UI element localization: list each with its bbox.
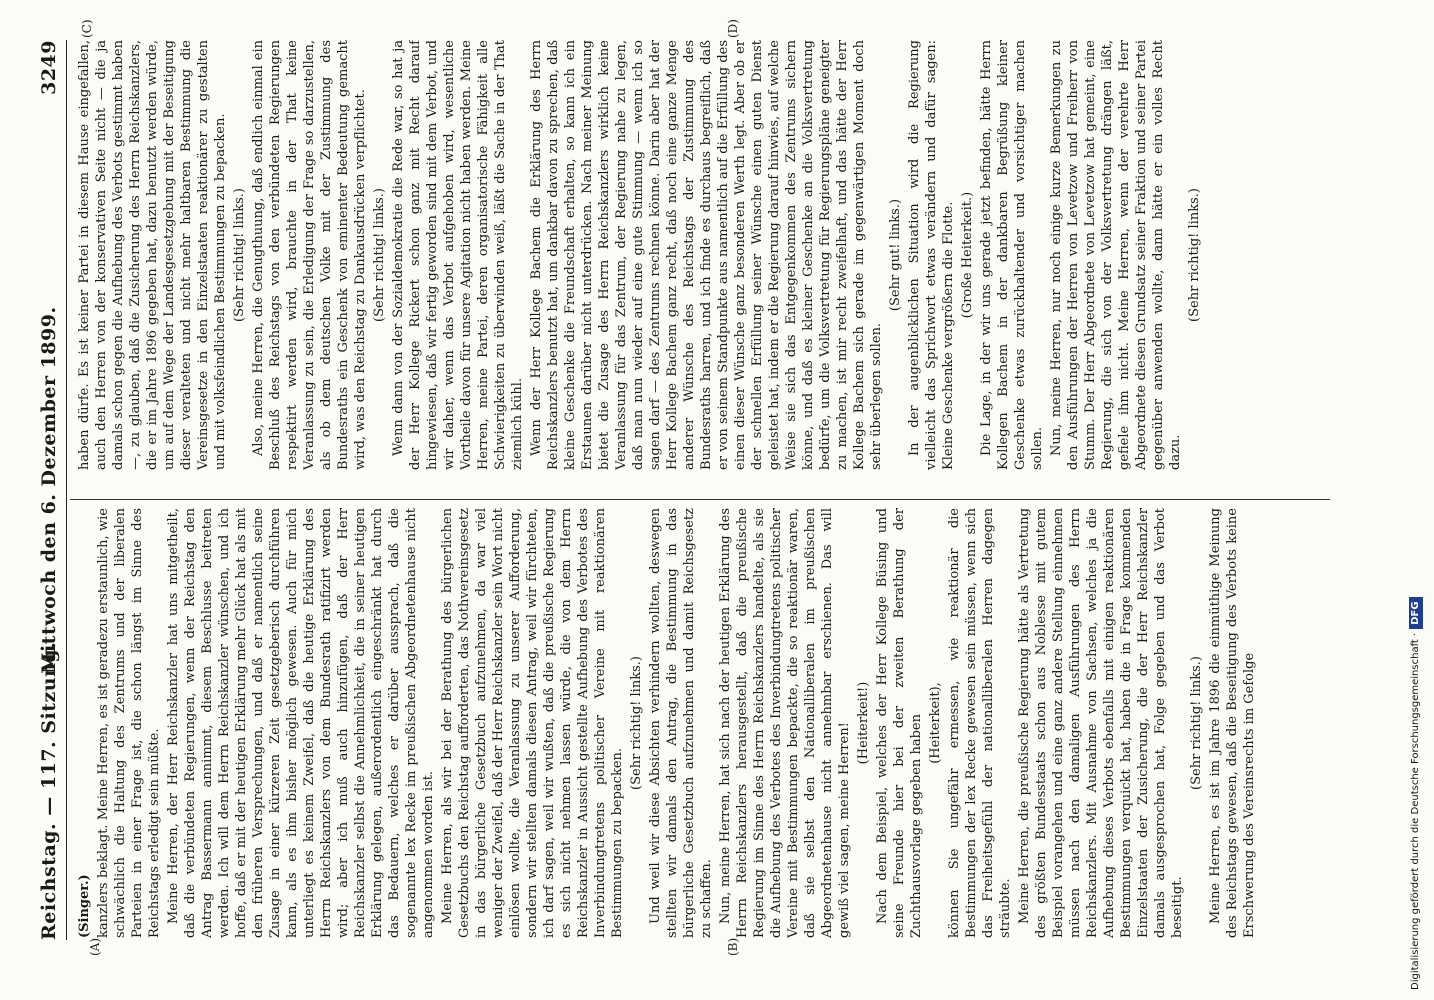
paragraph: Wenn der Herr Kollege Bachem die Erklärung des Herrn Reichskanzlers benutzt hat, um dankbar davon zu sprechen, daß kleine Geschenke die Freundschaft erhalten, so kann ich ein Erstaunen darüber nicht unterdrücken. Nach meiner Meinung bietet die Zusage des Herrn Reichskanzlers wirklich keine Veranlassung für das Zentrum, der Regierung nahe zu legen, daß man nun wieder auf eine gute Stimmung — wenn ich so sagen darf — des Zentrums rechnen könne. Darin aber hat der Herr Kollege Bachem ganz recht, daß noch eine ganze Menge anderer Wünsche des Reichstags der Zustimmung des Bundesraths harren, und ich finde es durchaus begreiflich, daß er von seinem Standpunkte aus namentlich auf die Erfüllung des einen dieser Wünsche ganz besonderen Werth legt. Aber ob er der schnellen Erfüllung seiner Wünsche einen guten Dienst geleistet hat, indem er die Regierung darauf hinwies, auf welche Weise sie sich das Entgegenkommen des Zentrums sichern könne, und daß es kleiner Geschenke an die Volksvertretung bedürfe, um die Volksvertretung für Regierungspläne geneigter zu machen, ist mir recht zweifelhaft, und das hätte der Herr Kollege Bachem sich gerade im gegenwärtigen Moment doch sehr überlegen sollen. xyxy=(529,40,884,470)
paragraph: haben dürfe. Es ist keiner Partei in diesem Hause eingefallen, auch den Herren von der konservativen Seite nicht — die ja damals schon gegen die Aufhebung des Verbots gestimmt haben —, zu glauben, daß die Zusicherung des Herrn Reichskanzlers, die er im Jahre 1896 gegeben hat, dazu benutzt werden würde, um auf dem Wege der Landesgesetzgebung mit der Beseitigung dieser veralteten und nicht mehr haltbaren Bestimmung die Vereinsgesetze in den Einzelstaaten reaktionärer zu gestalten und mit volksfeindlichen Bestimmungen zu bepacken. xyxy=(77,40,228,470)
paragraph: Die Lage, in der wir uns gerade jetzt befinden, hätte Herrn Kollegen Bachem in der dankbaren Begrüßung kleiner Geschenke etwas zurückhaltender und vorsichtiger machen sollen. xyxy=(979,40,1045,470)
paragraph: können Sie ungefähr ermessen, wie reaktionär die Bestimmungen der lex Recke gewesen sein müssen, wenn sich das Freiheitsgefühl der nationalliberalen Herren dagegen sträubte. xyxy=(947,508,1013,938)
reaction-note: (Sehr richtig! links.) xyxy=(629,656,644,790)
text-column-left xyxy=(76,508,1326,938)
digitization-credit-text xyxy=(1405,10,1427,990)
dfg-logo: DFG xyxy=(1409,597,1423,628)
paragraph: kanzlers beklagt. Meine Herren, es ist geradezu erstaunlich, wie schwächlich die Haltung des Zentrums und der liberalen Parteien in einer Frage ist, die schon längst im Sinne des Reichstags erledigt sein müßte. xyxy=(96,508,162,938)
speaker-name: (Singer.) xyxy=(77,874,92,938)
margin-mark-a: (A) xyxy=(88,937,102,956)
paragraph: Meine Herren, als wir bei der Berathung des bürgerlichen Gesetzbuchs den Reichstag aufforderten, das Nothvereinsgesetz in das bürgerliche Gesetzbuch aufzunehmen, da war viel weniger der Zweifel, daß der Herr Reichskanzler sein Wort nicht einlösen wollte, die Veranlassung zu unserer Aufforderung, sondern wir stellten damals diesen Antrag, weil wir fürchteten, ich darf sagen, weil wir wußten, daß die preußische Regierung es sich nicht nehmen lassen würde, die von dem Herrn Reichskanzler in Aussicht gestellte Aufhebung des Verbotes des Inverbindungtretens politischer Vereine mit reaktionären Bestimmungen zu bepacken. xyxy=(440,508,625,938)
paragraph: Nun, meine Herren, nur noch einige kurze Bemerkungen zu den Ausführungen der Herren von Levetzow und Freiherr von Stumm. Der Herr Abgeordnete von Levetzow hat gemeint, eine Regierung, die sich von der Volksvertretung drängen läßt, gefiele ihm nicht. Meine Herren, wenn der verehrte Herr Abgeordnete diesen Grundsatz seiner Fraktion und seiner Partei gegenüber anwenden wollte, dann hätte er ein volles Recht dazu. xyxy=(1049,40,1183,470)
digitization-credit xyxy=(1405,10,1427,990)
column-divider xyxy=(70,499,1330,500)
page-number: 3249 xyxy=(38,40,60,95)
margin-mark-c: (C) xyxy=(80,19,94,38)
header-date: Mittwoch den 6. Dezember 1899. xyxy=(38,306,60,674)
reaction-note: (Sehr richtig! links.) xyxy=(232,188,247,322)
credit-line: Digitalisierung gefördert durch die Deutsche Forschungsgemeinschaft · xyxy=(1410,632,1421,990)
header-session-title: Reichstag. — 117. Sitzung. xyxy=(38,641,60,940)
margin-mark-d: (D) xyxy=(726,19,740,38)
reaction-note: (Sehr richtig! links.) xyxy=(1189,656,1204,790)
reaction-note: (Heiterkeit!) xyxy=(856,681,871,765)
reaction-note: (Sehr richtig! links.) xyxy=(1187,188,1202,322)
reaction-note: (Sehr gut! links.) xyxy=(888,198,903,312)
margin-mark-b: (B) xyxy=(726,937,740,956)
paragraph: Und weil wir diese Absichten verhindern wollten, deswegen stellten wir damals den Antrag, die Bestimmung in das bürgerliche Gesetzbuch aufzunehmen und damit Reichsgesetz zu schaffen. xyxy=(648,508,714,938)
page-header xyxy=(36,40,66,940)
paragraph: Meine Herren, es ist im Jahre 1896 die einmüthige Meinung des Reichstags gewesen, daß die Beseitigung des Verbots keine Erschwerung des Vereinsrechts im Gefolge xyxy=(1208,508,1257,938)
paragraph: Meine Herren, die preußische Regierung hätte als Vertretung des größten Bundesstaats schon aus Noblesse mit gutem Beispiel vorangehen und eine ganz andere Stellung einnehmen müssen nach den damaligen Ausführungen des Herrn Reichskanzlers. Mit Ausnahme von Sachsen, welches ja die Aufhebung dieses Verbots ebenfalls mit einigen reaktionären Bestimmungen verquickt hat, haben die in Frage kommenden Einzelstaaten der Zusicherung, die der Herr Reichskanzler damals ausgesprochen hat, Folge gegeben und das Verbot beseitigt. xyxy=(1017,508,1185,938)
reaction-note: (Große Heiterkeit.) xyxy=(960,191,975,319)
paragraph: Meine Herren, der Herr Reichskanzler hat uns mitgetheilt, daß die verbündeten Regierungen, wenn der Reichstag den Antrag Bassermann annimmt, diesem Beschlusse beitreten werden. Ich will dem Herrn Reichskanzler wünschen, und ich hoffe, daß er mit der heutigen Erklärung mehr Glück hat als mit den früheren Versprechungen, und daß er namentlich seine Zusage in einer kürzeren Zeit gesetzgeberisch durchführen kann, als es ihm bisher möglich gewesen. Auch für mich unterliegt es keinem Zweifel, daß die heutige Erklärung des Herrn Reichskanzlers von dem Bundesrath ratifizirt werden wird; aber ich muß auch hinzufügen, daß der Herr Reichskanzler selbst die Annehmlichkeit, die in seiner heutigen Erklärung gelegen, außerordentlich eingeschränkt hat durch das Bedauern, welches er darüber aussprach, daß die sogenannte lex Recke im preußischen Abgeordnetenhause nicht angenommen worden ist. xyxy=(166,508,436,938)
paragraph: Wenn dann von der Sozialdemokratie die Rede war, so hat ja der Herr Kollege Rickert schon ganz mit Recht darauf hingewiesen, daß wir fertig geworden sind mit dem Verbot, und wir daher, wenn das Verbot aufgehoben wird, wesentliche Vortheile davon für unsere Agitation nicht haben werden. Meine Herren, meine Partei, deren organisatorische Fähigkeit alle Schwierigkeiten zu überwinden weiß, läßt die Sache in der That ziemlich kühl. xyxy=(391,40,525,470)
reaction-note: (Heiterkeit), xyxy=(928,682,943,764)
paragraph: Also, meine Herren, die Genugthuung, daß endlich einmal ein Beschluß des Reichstags von den verbündeten Regierungen respektirt werden wird, brauchte in der That keine Veranlassung zu sein, die Erledigung der Frage so darzustellen, als ob dem deutschen Volke mit der Zustimmung des Bundesraths ein Geschenk von eminenter Bedeutung gemacht wird, was den Reichstag zu Dankausdrücken verpflichtet. xyxy=(251,40,368,470)
reaction-note: (Sehr richtig! links.) xyxy=(372,188,387,322)
paragraph: In der augenblicklichen Situation wird die Regierung vielleicht das Sprichwort etwas verändern und dafür sagen: Kleine Geschenke vergrößern die Flotte. xyxy=(907,40,956,470)
paragraph: Nun, meine Herren, hat sich nach der heutigen Erklärung des Herrn Reichskanzlers herausgestellt, daß die preußische Regierung im Sinne des Herrn Reichskanzlers handelte, als sie die Aufhebung des Verbotes des Inverbindungtretens politischer Vereine mit Bestimmungen bepackte, die so reaktionär waren, daß sie selbst den Nationalliberalen im preußischen Abgeordnetenhause nicht annehmbar erschienen. Das will gewiß viel sagen, meine Herren! xyxy=(718,508,852,938)
text-column-right xyxy=(76,40,1326,470)
paragraph: Nach dem Beispiel, welches der Herr Kollege Büsing und seine Freunde hier bei der zweiten Berathung der Zuchthausvorlage gegeben haben xyxy=(875,508,924,938)
header-rule xyxy=(66,40,67,940)
